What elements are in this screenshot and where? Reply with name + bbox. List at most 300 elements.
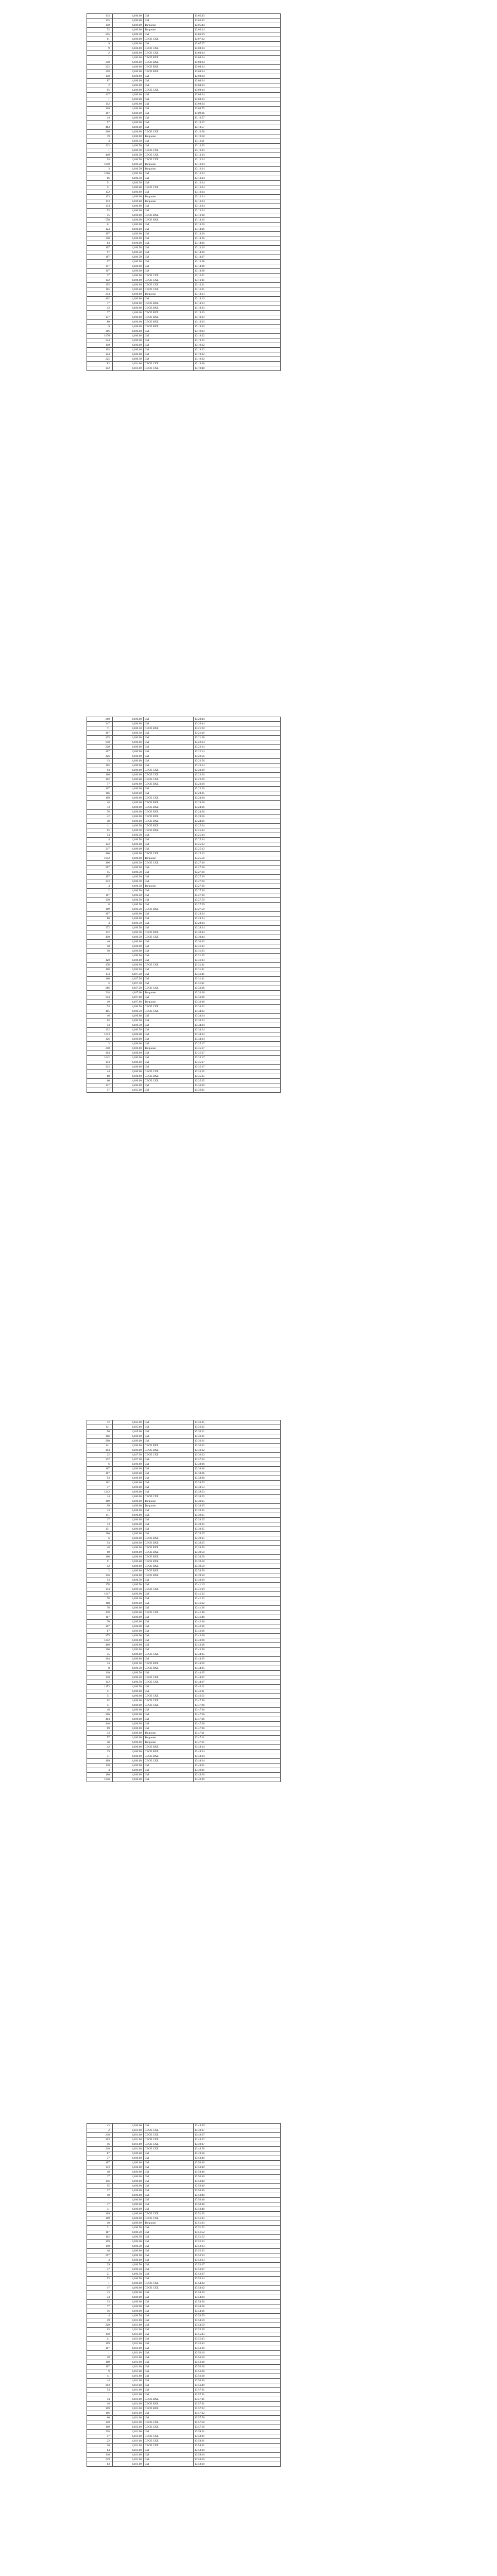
- price-cell: 4,100.00: [113, 315, 144, 320]
- venue-cell: CBOE CXE: [144, 1680, 194, 1685]
- time-cell: 13:13:38: [194, 213, 281, 218]
- table-row: [87, 2286, 281, 2291]
- venue-cell: LM: [144, 2291, 194, 2295]
- venue-cell: LM: [144, 981, 194, 986]
- volume-cell: 84: [87, 241, 113, 246]
- volume-cell: 113: [87, 1060, 113, 1065]
- venue-cell: LM: [144, 2189, 194, 2193]
- venue-cell: LM: [144, 1532, 194, 1536]
- table-row: [87, 2244, 281, 2249]
- volume-cell: 34: [87, 1662, 113, 1666]
- price-cell: 4,100.00: [113, 56, 144, 60]
- venue-cell: LM: [144, 2300, 194, 2304]
- price-cell: 4,100.50: [113, 930, 144, 935]
- venue-cell: LM: [144, 121, 194, 125]
- table-row: [87, 2383, 281, 2388]
- venue-cell: LM: [144, 2156, 194, 2161]
- price-cell: 4,100.00: [113, 1532, 144, 1536]
- table-row: [87, 1587, 281, 1592]
- venue-cell: CBOE BXE: [144, 815, 194, 819]
- price-cell: 4,100.00: [113, 185, 144, 190]
- price-cell: 4,101.00: [113, 2346, 144, 2351]
- time-cell: 13:40:19: [194, 1578, 281, 1583]
- volume-cell: 124: [87, 352, 113, 357]
- venue-cell: LM: [144, 297, 194, 301]
- table-row: [87, 2365, 281, 2369]
- volume-cell: 4: [87, 884, 113, 889]
- venue-cell: LM: [144, 1458, 194, 1462]
- volume-cell: 1242: [87, 1490, 113, 1495]
- volume-cell: 618: [87, 740, 113, 745]
- table-row: [87, 1074, 281, 1079]
- price-cell: 4,100.00: [113, 51, 144, 56]
- time-cell: 13:31:41: [194, 963, 281, 968]
- volume-cell: 14: [87, 1023, 113, 1028]
- table-row: [87, 1060, 281, 1065]
- time-cell: 13:54:59: [194, 2318, 281, 2323]
- time-cell: 13:27:30: [194, 884, 281, 889]
- table-row: [87, 241, 281, 246]
- venue-cell: LM: [144, 949, 194, 954]
- price-cell: 4,100.50: [113, 968, 144, 972]
- table-row: [87, 2249, 281, 2253]
- price-cell: 4,100.00: [113, 1481, 144, 1485]
- time-cell: 13:44:05: [194, 1657, 281, 1662]
- time-cell: 13:54:36: [194, 2300, 281, 2304]
- table-row: [87, 2142, 281, 2147]
- table-row: [87, 2198, 281, 2202]
- price-cell: 4,100.00: [113, 1046, 144, 1051]
- volume-cell: 21: [87, 2272, 113, 2277]
- price-cell: 4,100.00: [113, 46, 144, 51]
- time-cell: 13:49:01: [194, 1764, 281, 1768]
- time-cell: 13:10:57: [194, 125, 281, 130]
- time-cell: 13:14:16: [194, 218, 281, 223]
- time-cell: 13:43:06: [194, 1629, 281, 1634]
- table-row: [87, 232, 281, 236]
- time-cell: 13:23:20: [194, 787, 281, 791]
- price-cell: 4,100.00: [113, 1014, 144, 1019]
- volume-cell: 37: [87, 2189, 113, 2193]
- price-cell: 4,100.00: [113, 958, 144, 963]
- price-cell: 4,100.50: [113, 250, 144, 255]
- price-cell: 4,100.00: [113, 810, 144, 815]
- volume-cell: 51: [87, 185, 113, 190]
- volume-cell: 33: [87, 2300, 113, 2304]
- volume-cell: 102: [87, 2235, 113, 2240]
- table-row: [87, 2332, 281, 2337]
- volume-cell: 107: [87, 1624, 113, 1629]
- volume-cell: 9: [87, 42, 113, 46]
- table-row: [87, 121, 281, 125]
- table-row: [87, 2416, 281, 2420]
- venue-cell: LM: [144, 2416, 194, 2420]
- volume-cell: 99: [87, 1504, 113, 1509]
- table-row: [87, 139, 281, 144]
- volume-cell: 47: [87, 2286, 113, 2291]
- price-cell: 4,100.00: [113, 717, 144, 722]
- volume-cell: 44: [87, 116, 113, 121]
- volume-cell: 152: [87, 366, 113, 371]
- table-row: [87, 1065, 281, 1070]
- time-cell: 13:08:55: [194, 107, 281, 111]
- table-row: [87, 2235, 281, 2240]
- price-cell: 4,100.50: [113, 1009, 144, 1014]
- volume-cell: 204: [87, 1657, 113, 1662]
- venue-cell: CBOE CXE: [144, 1611, 194, 1615]
- venue-cell: LM: [144, 1513, 194, 1518]
- table-row: [87, 2318, 281, 2323]
- venue-cell: LM: [144, 232, 194, 236]
- price-cell: 4,100.00: [113, 28, 144, 32]
- time-cell: 13:49:27: [194, 2128, 281, 2133]
- price-cell: 4,100.00: [113, 338, 144, 343]
- time-cell: 13:13:24: [194, 195, 281, 199]
- price-cell: 4,100.50: [113, 1583, 144, 1587]
- volume-cell: 107: [87, 787, 113, 791]
- time-cell: 13:54:10: [194, 2291, 281, 2295]
- venue-cell: CBOE BXE: [144, 1573, 194, 1578]
- venue-cell: LM: [144, 1051, 194, 1056]
- price-cell: 4,100.00: [113, 2281, 144, 2286]
- volume-cell: 1: [87, 2281, 113, 2286]
- price-cell: 4,100.50: [113, 1685, 144, 1689]
- volume-cell: 58: [87, 819, 113, 824]
- venue-cell: LM: [144, 2202, 194, 2207]
- time-cell: 13:36:21: [194, 1430, 281, 1434]
- venue-cell: LM: [144, 2240, 194, 2244]
- price-cell: 4,100.50: [113, 935, 144, 940]
- time-cell: 13:24:36: [194, 801, 281, 805]
- venue-cell: CBOE BXE: [144, 805, 194, 810]
- table-row: [87, 1713, 281, 1717]
- volume-cell: 218: [87, 991, 113, 995]
- price-cell: 4,100.00: [113, 223, 144, 227]
- volume-cell: 38: [87, 2355, 113, 2360]
- venue-cell: LM: [144, 759, 194, 764]
- table-row: [87, 1652, 281, 1657]
- venue-cell: LM: [144, 2258, 194, 2263]
- venue-cell: LM: [144, 102, 194, 107]
- table-row: [87, 958, 281, 963]
- volume-cell: 306: [87, 329, 113, 334]
- venue-cell: CBOE CXE: [144, 2142, 194, 2147]
- table-row: [87, 2448, 281, 2453]
- table-row: [87, 2156, 281, 2161]
- time-cell: 13:58:01: [194, 2439, 281, 2444]
- time-cell: 13:39:25: [194, 1518, 281, 1522]
- price-cell: 4,101.00: [113, 2462, 144, 2467]
- price-cell: 4,105.00: [113, 1088, 144, 1093]
- price-cell: 4,100.50: [113, 32, 144, 37]
- price-cell: 4,100.00: [113, 352, 144, 357]
- time-cell: 13:47:06: [194, 1703, 281, 1708]
- price-cell: 4,100.50: [113, 172, 144, 176]
- table-row: [87, 870, 281, 875]
- venue-cell: CBOE CXE: [144, 283, 194, 287]
- time-cell: 13:50:40: [194, 2161, 281, 2165]
- volume-cell: 8: [87, 1666, 113, 1671]
- volume-cell: 110: [87, 2420, 113, 2425]
- venue-cell: LM: [144, 958, 194, 963]
- time-cell: 13:47:06: [194, 1717, 281, 1722]
- table-row: [87, 1504, 281, 1509]
- volume-cell: 187: [87, 2230, 113, 2235]
- volume-cell: 11: [87, 824, 113, 828]
- time-cell: 13:57:01: [194, 2388, 281, 2393]
- volume-cell: 112: [87, 930, 113, 935]
- time-cell: 13:08:34: [194, 65, 281, 70]
- price-cell: 4,100.00: [113, 2304, 144, 2309]
- table-row: [87, 1476, 281, 1481]
- price-cell: 4,100.00: [113, 88, 144, 93]
- price-cell: 4,101.00: [113, 2337, 144, 2342]
- price-cell: 4,100.00: [113, 1037, 144, 1042]
- price-cell: 4,100.00: [113, 320, 144, 325]
- price-cell: 4,100.00: [113, 949, 144, 954]
- price-cell: 4,100.00: [113, 722, 144, 726]
- volume-cell: 1040: [87, 162, 113, 167]
- price-cell: 4,100.00: [113, 2212, 144, 2216]
- volume-cell: 77: [87, 782, 113, 787]
- table-row: [87, 2277, 281, 2281]
- time-cell: 13:14:08: [194, 269, 281, 274]
- table-row: [87, 185, 281, 190]
- venue-cell: LM: [144, 260, 194, 264]
- table-row: [87, 297, 281, 301]
- price-cell: 4,100.00: [113, 1495, 144, 1499]
- table-row: [87, 2444, 281, 2448]
- volume-cell: 110: [87, 2332, 113, 2337]
- table-row: [87, 28, 281, 32]
- table-row: [87, 986, 281, 991]
- price-cell: 4,100.00: [113, 70, 144, 74]
- price-cell: 4,100.00: [113, 944, 144, 949]
- volume-cell: 131: [87, 1527, 113, 1532]
- price-cell: 4,100.00: [113, 1042, 144, 1046]
- venue-cell: Turquoise: [144, 28, 194, 32]
- table-row: [87, 2175, 281, 2179]
- time-cell: 13:58:10: [194, 2448, 281, 2453]
- venue-cell: CBOE CXE: [144, 287, 194, 292]
- venue-cell: LM: [144, 1583, 194, 1587]
- venue-cell: CBOE BXE: [144, 2402, 194, 2406]
- table-row: [87, 1005, 281, 1009]
- time-cell: 13:44:07: [194, 1675, 281, 1680]
- table-row: [87, 1014, 281, 1019]
- volume-cell: 63: [87, 2328, 113, 2332]
- venue-cell: CBOE CXE: [144, 2444, 194, 2448]
- time-cell: 13:31:41: [194, 981, 281, 986]
- table-row: [87, 65, 281, 70]
- table-row: [87, 893, 281, 898]
- volume-cell: 14: [87, 1495, 113, 1499]
- volume-cell: 57: [87, 121, 113, 125]
- time-cell: 13:50:40: [194, 2156, 281, 2161]
- time-cell: 13:39:50: [194, 1560, 281, 1564]
- venue-cell: LM: [144, 2346, 194, 2351]
- price-cell: 4,100.00: [113, 2161, 144, 2165]
- price-cell: 4,100.50: [113, 162, 144, 167]
- table-row: [87, 745, 281, 750]
- price-cell: 4,100.00: [113, 334, 144, 338]
- venue-cell: CBOE CXE: [144, 1703, 194, 1708]
- table-row: [87, 158, 281, 162]
- price-cell: 4,100.00: [113, 750, 144, 754]
- table-row: [87, 167, 281, 172]
- time-cell: 13:34:24: [194, 1028, 281, 1032]
- volume-cell: 200: [87, 130, 113, 134]
- venue-cell: LM: [144, 2462, 194, 2467]
- volume-cell: 138: [87, 2430, 113, 2434]
- venue-cell: CBOE BXE: [144, 1555, 194, 1560]
- time-cell: 13:22:14: [194, 745, 281, 750]
- venue-cell: LM: [144, 2314, 194, 2318]
- price-cell: 4,100.50: [113, 2263, 144, 2267]
- table-row: [87, 209, 281, 213]
- table-row: [87, 70, 281, 74]
- volume-cell: 93: [87, 209, 113, 213]
- price-cell: 4,100.00: [113, 1573, 144, 1578]
- table-row: [87, 884, 281, 889]
- venue-cell: LM: [144, 1485, 194, 1490]
- table-row: [87, 2226, 281, 2230]
- time-cell: 13:22:14: [194, 750, 281, 754]
- volume-cell: 54: [87, 2388, 113, 2393]
- venue-cell: CBOE CXE: [144, 2147, 194, 2151]
- time-cell: 13:42:06: [194, 1620, 281, 1624]
- volume-cell: 1: [87, 954, 113, 958]
- table-row: [87, 1056, 281, 1060]
- price-cell: 4,100.50: [113, 181, 144, 185]
- table-row: [87, 1083, 281, 1088]
- table-row: [87, 362, 281, 366]
- time-cell: 13:13:24: [194, 199, 281, 204]
- volume-cell: 111: [87, 1425, 113, 1430]
- table-row: [87, 83, 281, 88]
- venue-cell: CBOE BXE: [144, 819, 194, 824]
- price-cell: 4,100.00: [113, 93, 144, 97]
- table-row: [87, 1624, 281, 1629]
- venue-cell: LM: [144, 246, 194, 250]
- price-cell: 4,101.00: [113, 2318, 144, 2323]
- venue-cell: LM: [144, 717, 194, 722]
- volume-cell: 132: [87, 190, 113, 195]
- venue-cell: LM: [144, 2170, 194, 2175]
- table-row: [87, 810, 281, 815]
- time-cell: 13:57:01: [194, 2397, 281, 2402]
- venue-cell: LM: [144, 1708, 194, 1713]
- time-cell: 13:39:50: [194, 1555, 281, 1560]
- table-row: [87, 1648, 281, 1652]
- venue-cell: CBOE CXE: [144, 2281, 194, 2286]
- time-cell: 13:34:22: [194, 1009, 281, 1014]
- venue-cell: CBOE BXE: [144, 65, 194, 70]
- time-cell: 13:41:22: [194, 1592, 281, 1597]
- price-cell: 4,100.00: [113, 1713, 144, 1717]
- table-row: [87, 833, 281, 838]
- table-row: [87, 740, 281, 745]
- volume-cell: 62: [87, 1699, 113, 1703]
- venue-cell: LM: [144, 172, 194, 176]
- time-cell: 13:49:27: [194, 2142, 281, 2147]
- table-row: [87, 79, 281, 83]
- time-cell: 13:51:03: [194, 2221, 281, 2226]
- price-cell: 4,101.00: [113, 2328, 144, 2332]
- price-cell: 4,100.50: [113, 879, 144, 884]
- time-cell: 13:50:48: [194, 2207, 281, 2212]
- table-row: [87, 255, 281, 260]
- volume-cell: 109: [87, 1759, 113, 1764]
- trades-table: [87, 2123, 281, 2467]
- table-row: [87, 944, 281, 949]
- time-cell: 13:20:44: [194, 717, 281, 722]
- volume-cell: 4: [87, 2314, 113, 2318]
- volume-cell: 74: [87, 1005, 113, 1009]
- time-cell: 13:08:34: [194, 93, 281, 97]
- volume-cell: 210: [87, 2147, 113, 2151]
- time-cell: 13:39:50: [194, 1546, 281, 1550]
- table-row: [87, 102, 281, 107]
- time-cell: 13:52:33: [194, 2244, 281, 2249]
- table-row: [87, 1754, 281, 1759]
- price-cell: 4,100.00: [113, 1745, 144, 1750]
- price-cell: 4,101.00: [113, 2416, 144, 2420]
- table-row: [87, 116, 281, 121]
- price-cell: 4,100.00: [113, 134, 144, 139]
- venue-cell: LM: [144, 2184, 194, 2189]
- time-cell: 13:35:17: [194, 1065, 281, 1070]
- price-cell: 4,100.00: [113, 241, 144, 246]
- time-cell: 13:42:36: [194, 1624, 281, 1629]
- table-row: [87, 1509, 281, 1513]
- price-cell: 4,100.00: [113, 856, 144, 861]
- venue-cell: LM: [144, 2369, 194, 2374]
- venue-cell: LM: [144, 1768, 194, 1773]
- table-row: [87, 283, 281, 287]
- price-cell: 4,100.00: [113, 37, 144, 42]
- volume-cell: 71: [87, 726, 113, 731]
- venue-cell: CBOE CXE: [144, 768, 194, 773]
- time-cell: 13:55:09: [194, 2328, 281, 2332]
- volume-cell: 73: [87, 805, 113, 810]
- volume-cell: 132: [87, 1028, 113, 1032]
- table-row: [87, 343, 281, 348]
- table-row: [87, 907, 281, 912]
- price-cell: 4,100.00: [113, 2295, 144, 2300]
- price-cell: 4,100.50: [113, 1023, 144, 1028]
- time-cell: 13:36:21: [194, 1439, 281, 1444]
- venue-cell: Turquoise: [144, 884, 194, 889]
- venue-cell: LM: [144, 1601, 194, 1606]
- venue-cell: CBOE CXE: [144, 777, 194, 782]
- time-cell: 13:23:20: [194, 768, 281, 773]
- price-cell: 4,100.00: [113, 1629, 144, 1634]
- price-cell: 4,100.00: [113, 60, 144, 65]
- table-row: [87, 320, 281, 325]
- volume-cell: 78: [87, 1597, 113, 1601]
- time-cell: 13:14:08: [194, 260, 281, 264]
- volume-cell: 107: [87, 2365, 113, 2369]
- price-cell: 4,100.00: [113, 306, 144, 311]
- table-row: [87, 130, 281, 134]
- price-cell: 4,100.00: [113, 1703, 144, 1708]
- time-cell: 13:22:56: [194, 759, 281, 764]
- volume-cell: 97: [87, 250, 113, 255]
- price-cell: 4,100.00: [113, 1070, 144, 1074]
- volume-cell: 155: [87, 283, 113, 287]
- volume-cell: 113: [87, 144, 113, 148]
